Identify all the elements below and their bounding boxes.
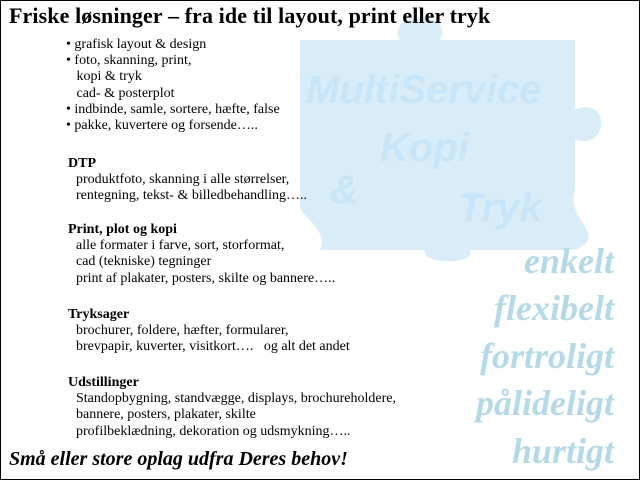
adjective-hurtigt: hurtigt (511, 431, 614, 471)
section-line: produktfoto, skanning i alle størrelser, (76, 172, 290, 188)
footer-slogan: Små eller store oplag udfra Deres behov! (9, 448, 348, 470)
bullet-item: • foto, skanning, print, (66, 53, 192, 69)
bullet-item: kopi & tryk (66, 69, 142, 85)
section-print-plot-kopi (68, 222, 335, 287)
section-line: print af plakater, posters, skilte og bannere….. (76, 270, 336, 286)
service-bullet-list (66, 37, 280, 134)
logo-text-kopi: Kopi (380, 126, 469, 170)
section-line: brochurer, foldere, hæfter, formularer, (76, 323, 289, 339)
section-tryksager (68, 307, 350, 356)
adjective-enkelt: enkelt (524, 241, 614, 281)
section-heading: Udstillinger (68, 375, 139, 390)
section-line: brevpapir, kuverter, visitkort…. og alt det andet (76, 339, 350, 355)
section-line: profilbeklædning, dekoration og udsmykning….. (76, 423, 351, 439)
section-heading: Tryksager (68, 307, 130, 322)
section-line: rentegning, tekst- & billedbehandling….. (76, 188, 307, 204)
section-line: bannere, posters, plakater, skilte (76, 407, 256, 423)
section-dtp (68, 156, 307, 205)
logo-text-multiservice: MultiService (306, 68, 542, 112)
section-line: cad (tekniske) tegninger (76, 254, 212, 270)
section-line: alle formater i farve, sort, storformat, (76, 238, 285, 254)
adjective-fortroligt: fortroligt (479, 336, 614, 376)
bullet-item: cad- & posterplot (66, 85, 175, 101)
section-heading: Print, plot og kopi (68, 222, 177, 237)
bullet-item: • indbinde, samle, sortere, hæfte, false (66, 101, 280, 117)
bullet-item: • grafisk layout & design (66, 37, 207, 52)
bullet-item: • pakke, kuvertere og forsende….. (66, 118, 258, 134)
page-title: Friske løsninger – fra ide til layout, print eller tryk (9, 3, 491, 28)
section-udstillinger (68, 375, 396, 440)
section-heading: DTP (68, 156, 96, 171)
section-line: Standopbygning, standvægge, displays, brochureholdere, (76, 391, 397, 407)
logo-text-tryk: Tryk (458, 186, 542, 230)
adjective-flexibelt: flexibelt (494, 288, 614, 328)
logo-text-ampersand: & (330, 168, 359, 212)
adjective-palideligt: pålideligt (476, 383, 614, 423)
